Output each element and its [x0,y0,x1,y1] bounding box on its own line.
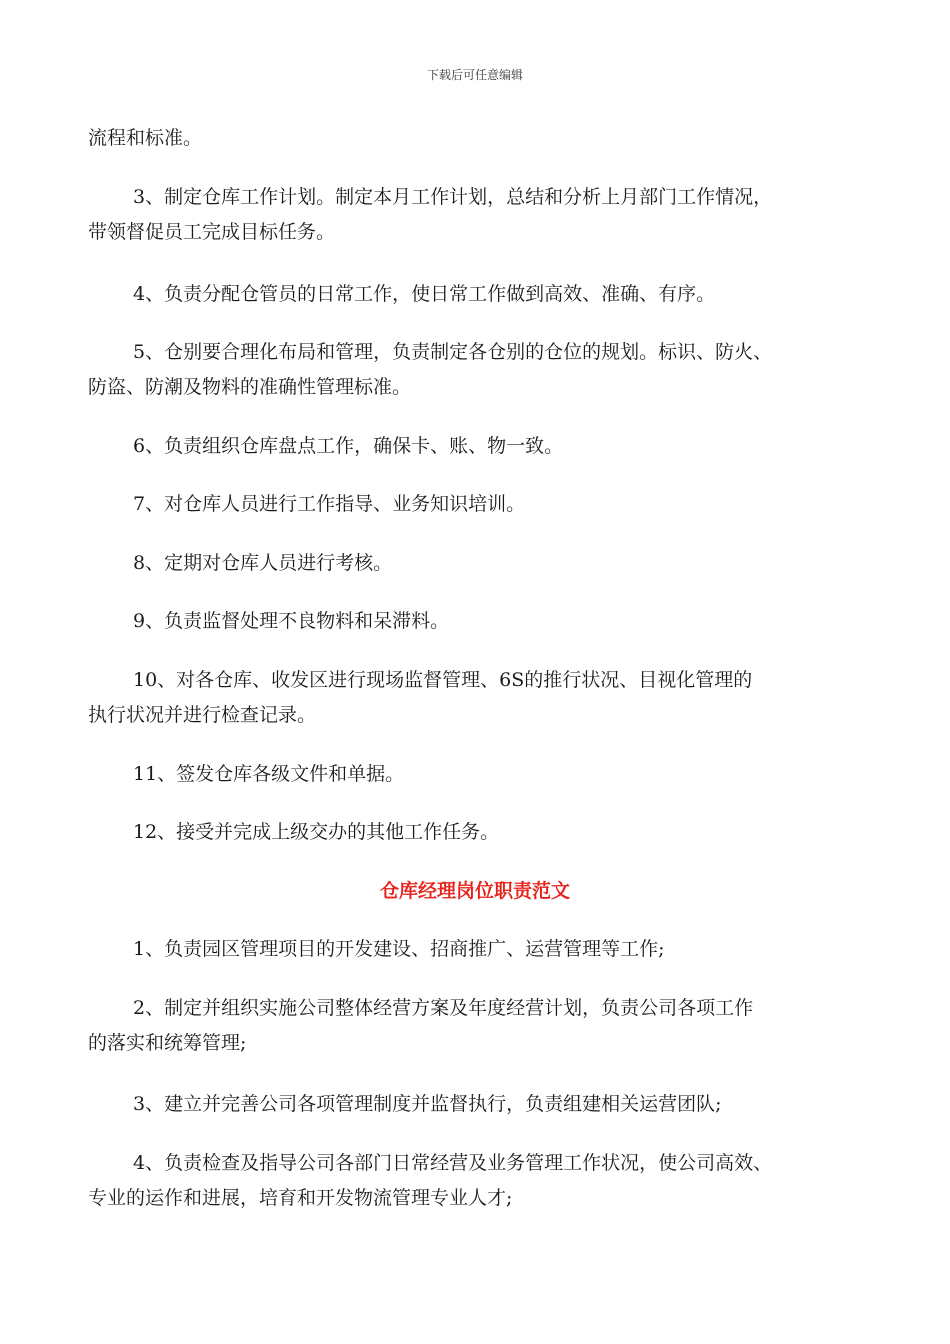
item-10-line-1: 10、对各仓库、收发区进行现场监督管理、6S的推行状况、目视化管理的 [133,669,753,691]
item-5-line-1: 5、仓别要合理化布局和管理，负责制定各仓别的仓位的规划。标识、防火、 [133,341,773,363]
item-7-line-1: 7、对仓库人员进行工作指导、业务知识培训。 [133,493,526,515]
item-b3-line-1: 3、建立并完善公司各项管理制度并监督执行，负责组建相关运营团队; [133,1093,722,1115]
item-11-line-1: 11、签发仓库各级文件和单据。 [133,763,405,785]
item-b1-line-1: 1、负责园区管理项目的开发建设、招商推广、运营管理等工作; [133,938,665,960]
item-6-line-1: 6、负责组织仓库盘点工作，确保卡、账、物一致。 [133,435,564,457]
item-3-line-2: 带领督促员工完成目标任务。 [88,221,336,243]
item-12-line-1: 12、接受并完成上级交办的其他工作任务。 [133,821,500,843]
item-8-line-1: 8、定期对仓库人员进行考核。 [133,552,393,574]
continuation-line: 流程和标准。 [88,127,203,149]
page-header-note: 下载后可任意编辑 [426,68,523,82]
section-heading: 仓库经理岗位职责范文 [379,880,570,902]
item-b2-line-2: 的落实和统筹管理; [88,1032,247,1054]
item-b2-line-1: 2、制定并组织实施公司整体经营方案及年度经营计划，负责公司各项工作 [133,997,754,1019]
item-10-line-2: 执行状况并进行检查记录。 [88,704,317,726]
item-4-line-1: 4、负责分配仓管员的日常工作，使日常工作做到高效、准确、有序。 [133,283,716,305]
item-b4-line-1: 4、负责检查及指导公司各部门日常经营及业务管理工作状况，使公司高效、 [133,1152,773,1174]
item-5-line-2: 防盗、防潮及物料的准确性管理标准。 [88,376,412,398]
item-9-line-1: 9、负责监督处理不良物料和呆滞料。 [133,610,450,632]
item-3-line-1: 3、制定仓库工作计划。制定本月工作计划，总结和分析上月部门工作情况， [133,186,773,208]
item-b4-line-2: 专业的运作和进展，培育和开发物流管理专业人才; [88,1187,513,1209]
